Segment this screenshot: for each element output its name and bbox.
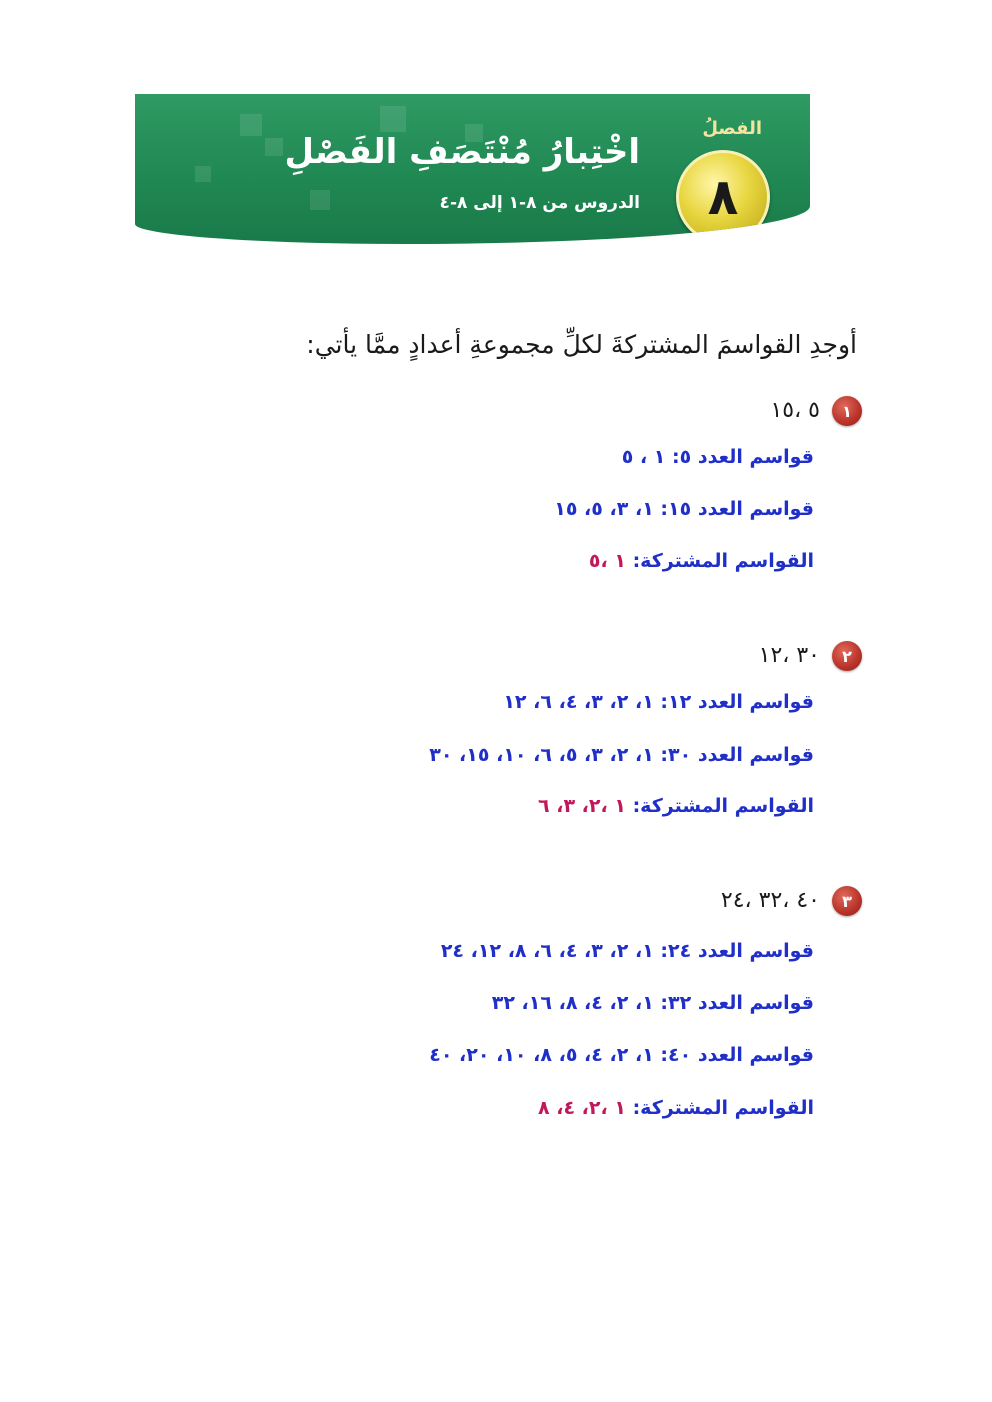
lessons-range-subtitle: الدروس من ٨-١ إلى ٨-٤ <box>439 193 640 213</box>
factor-line: قواسم العدد ٣٢: ١، ٢، ٤، ٨، ١٦، ٣٢ <box>491 992 814 1014</box>
exercise-instruction: أوجدِ القواسمَ المشتركةَ لكلِّ مجموعةِ أعدادٍ ممَّا يأتي: <box>306 330 857 359</box>
problem-header <box>759 641 862 671</box>
common-factors-line <box>589 547 814 575</box>
chapter-header-banner <box>135 94 810 244</box>
common-factors-values: ١ ،٢، ٤، ٨ <box>537 1097 626 1119</box>
problem-numbers: ٥ ،١٥ <box>770 398 820 423</box>
problem-number-badge: ٢ <box>832 641 862 671</box>
factor-line: قواسم العدد ٢٤: ١، ٢، ٣، ٤، ٦، ٨، ١٢، ٢٤ <box>440 940 814 962</box>
problem-number-badge: ٣ <box>832 886 862 916</box>
problem-header <box>770 396 862 426</box>
problem-numbers: ٣٠ ،١٢ <box>758 643 820 668</box>
common-factors-values: ١ ،٢، ٣، ٦ <box>537 795 626 817</box>
chapter-number-badge <box>676 150 770 244</box>
common-factors-values: ١ ،٥ <box>588 550 626 572</box>
factor-line: قواسم العدد ٥: ١ ، ٥ <box>621 446 814 468</box>
factor-line: قواسم العدد ٤٠: ١، ٢، ٤، ٥، ٨، ١٠، ٢٠، ٤٠ <box>429 1044 814 1066</box>
page-title: اخْتِبارُ مُنْتَصَفِ الفَصْلِ <box>284 132 640 172</box>
factor-line: قواسم العدد ٣٠: ١، ٢، ٣، ٥، ٦، ١٠، ١٥، ٣٠ <box>429 744 814 766</box>
factor-line: قواسم العدد ١٢: ١، ٢، ٣، ٤، ٦، ١٢ <box>503 691 814 713</box>
common-factors-label: القواسم المشتركة: <box>632 1097 814 1119</box>
common-factors-label: القواسم المشتركة: <box>632 795 814 817</box>
common-factors-line <box>538 1094 814 1122</box>
problem-number-badge: ١ <box>832 396 862 426</box>
problem-numbers: ٤٠ ،٣٢ ،٢٤ <box>720 888 820 913</box>
problem-header <box>721 886 862 916</box>
common-factors-label: القواسم المشتركة: <box>632 550 814 572</box>
chapter-number: ٨ <box>707 168 739 226</box>
factor-line: قواسم العدد ١٥: ١، ٣، ٥، ١٥ <box>554 498 814 520</box>
common-factors-line <box>538 792 814 820</box>
chapter-label: الفصلُ <box>702 118 762 139</box>
